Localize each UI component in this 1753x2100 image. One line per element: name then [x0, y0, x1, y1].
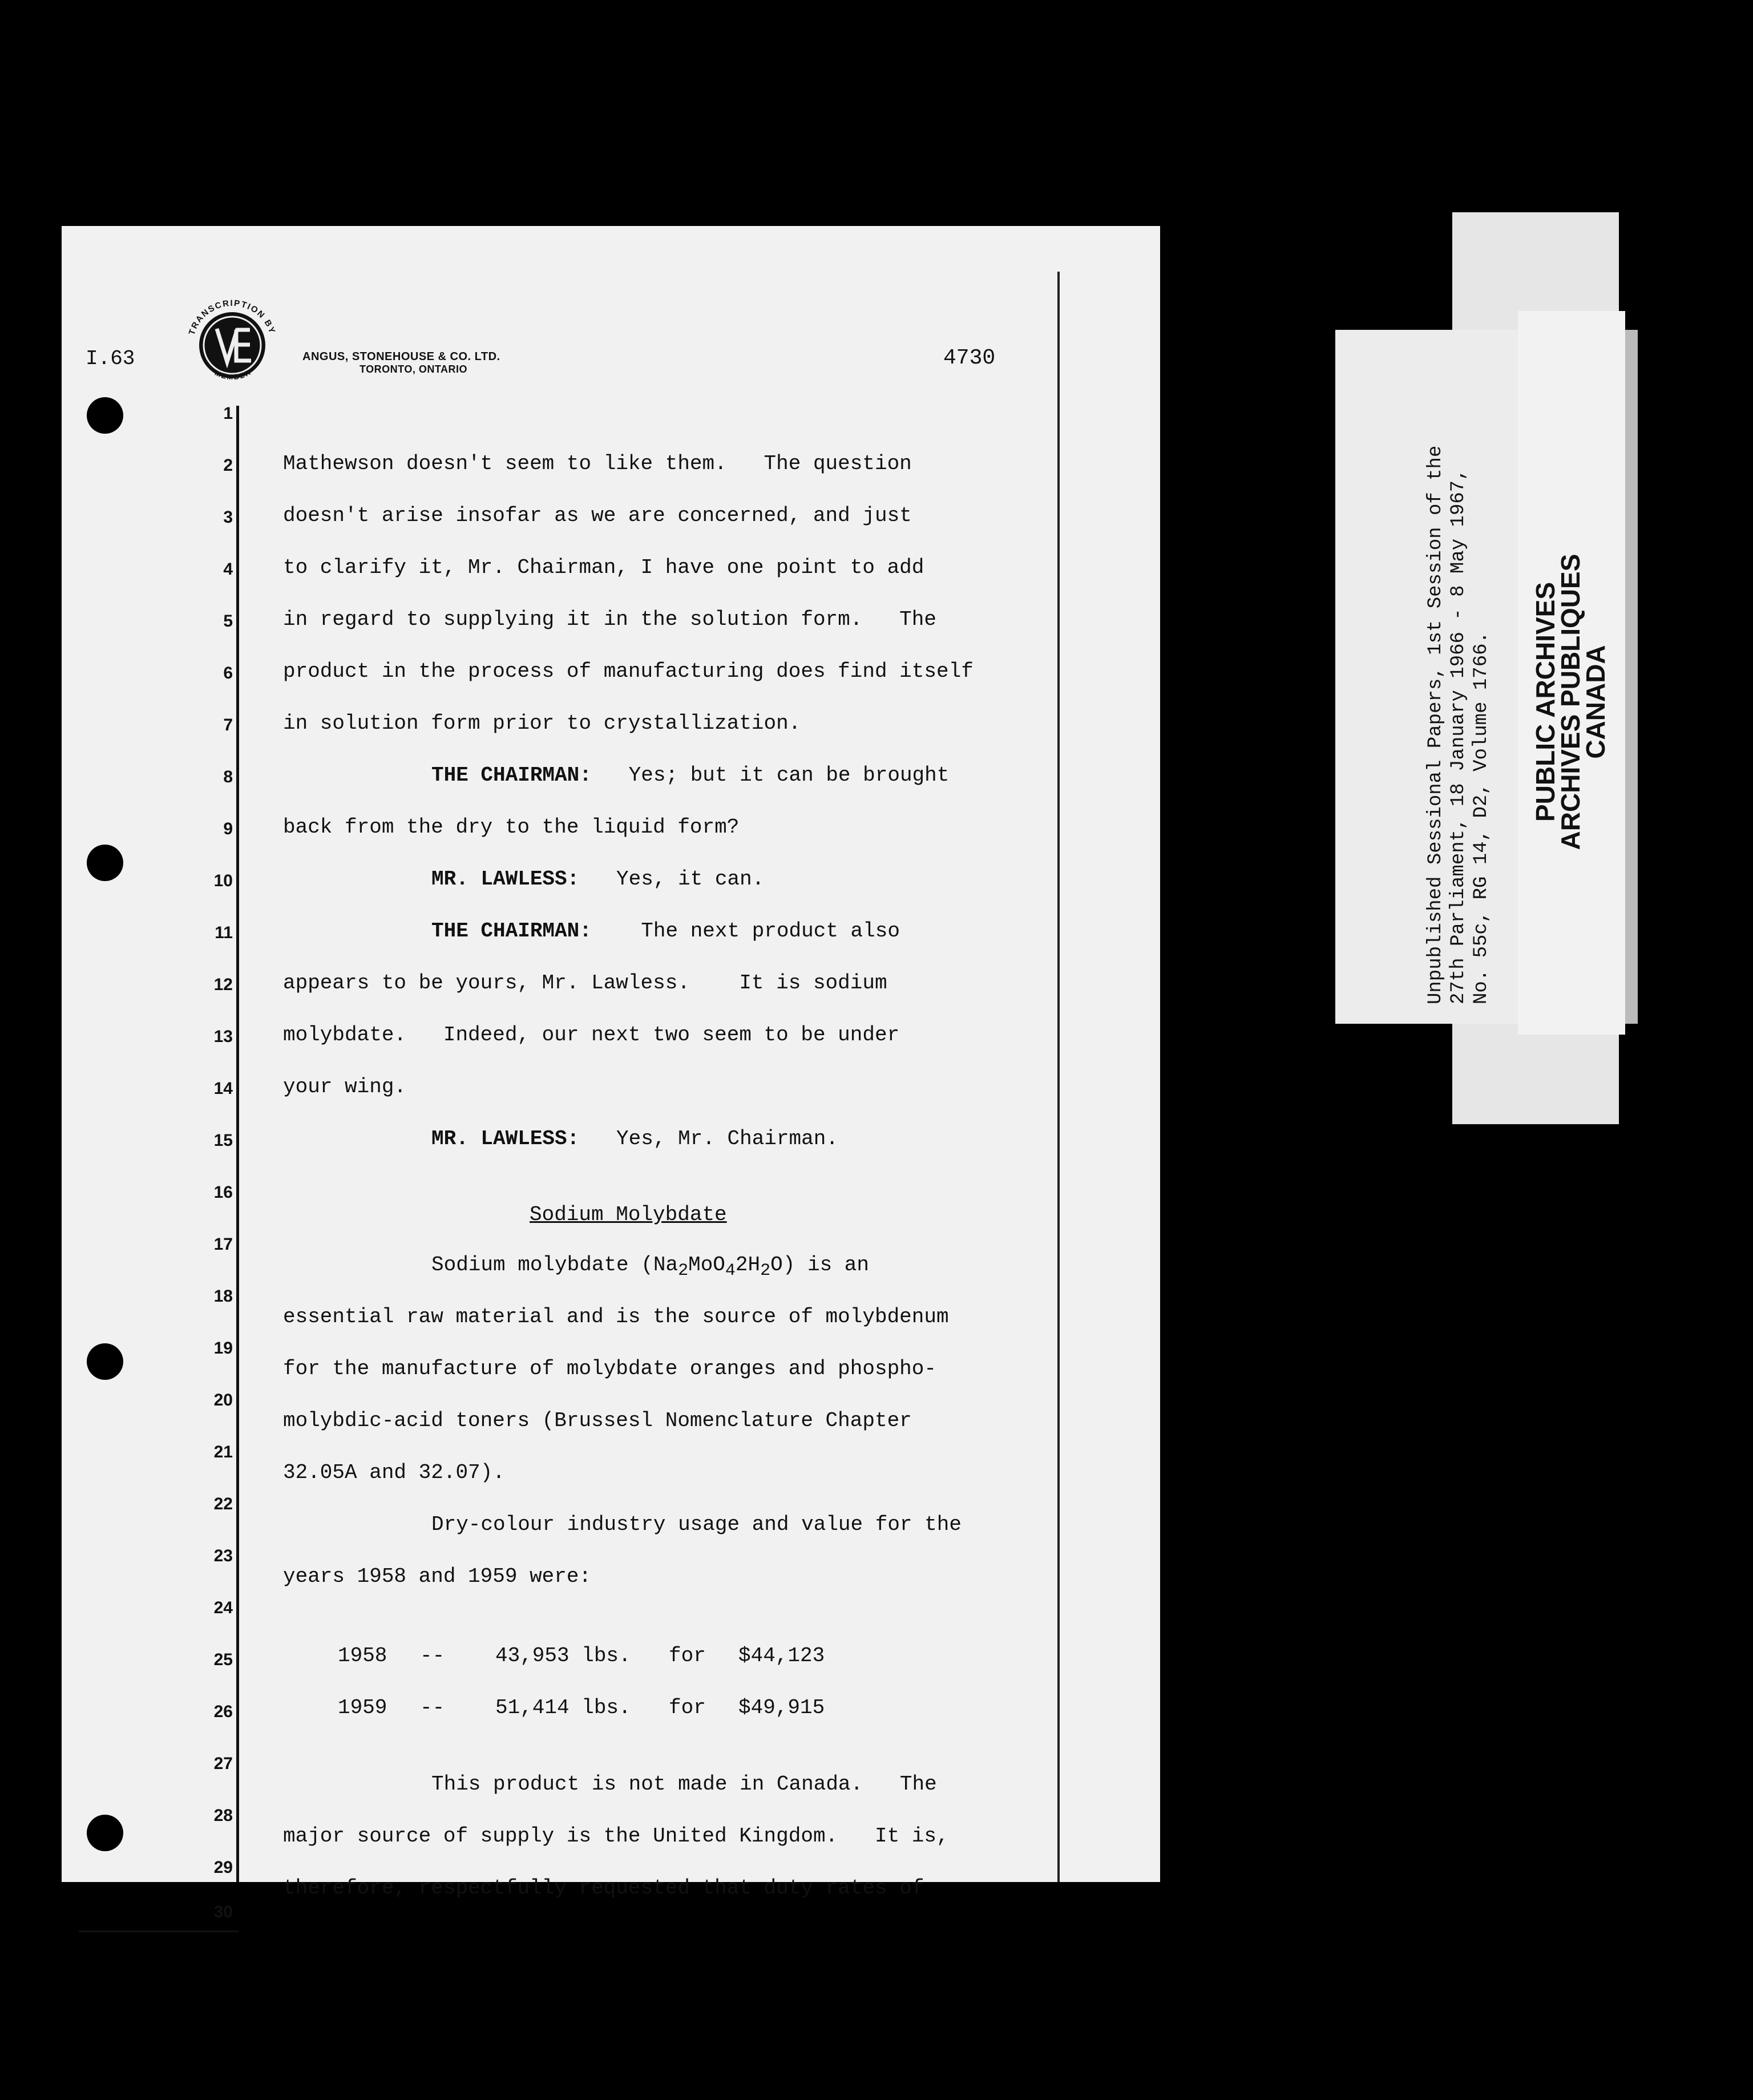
transcript-line [431, 1129, 838, 1149]
svg-text:MEMBER: MEMBER [213, 368, 253, 382]
transcript-line: back from the dry to the liquid form? [283, 815, 740, 839]
line-number: 6 [223, 664, 233, 682]
usage-dash: -- [420, 1696, 445, 1719]
line-number: 25 [213, 1650, 233, 1669]
binder-hole [87, 845, 123, 881]
line-number: 26 [213, 1702, 233, 1721]
citation-line: No. 55c, RG 14, D2, Volume 1766. [1471, 632, 1492, 1004]
company-imprint [302, 350, 500, 375]
transcript-line [431, 1255, 869, 1279]
binder-hole [87, 1343, 123, 1380]
line-number: 17 [213, 1235, 233, 1254]
line-number: 20 [213, 1391, 233, 1410]
transcript-line: molybdic-acid toners (Brussesl Nomenclature Chapter [283, 1409, 912, 1432]
line-number: 18 [213, 1287, 233, 1306]
margin-rule-left [236, 406, 239, 1882]
line-number: 7 [223, 716, 233, 734]
line-number: 15 [213, 1131, 233, 1150]
svg-text:TRANSCRIPTION BY: TRANSCRIPTION BY [187, 298, 277, 337]
transcript-line: Dry-colour industry usage and value for the [431, 1513, 962, 1536]
transcript-line: your wing. [283, 1075, 407, 1099]
usage-lbs: 43,953 lbs. [495, 1644, 631, 1667]
usage-for: for [669, 1644, 706, 1667]
transcript-line: for the manufacture of molybdate oranges and phospho- [283, 1357, 936, 1380]
speech-text: Yes, it can. [579, 867, 765, 891]
transcript-line: in solution form prior to crystallization. [283, 712, 801, 735]
line-number: 5 [223, 612, 233, 631]
folio-number: I.63 [86, 347, 135, 370]
usage-dash: -- [420, 1644, 445, 1667]
transcript-line: Mathewson doesn't seem to like them. The question [283, 452, 912, 475]
line-number: 9 [223, 819, 233, 838]
line-number: 13 [213, 1027, 233, 1046]
margin-rule-right [1057, 272, 1060, 1882]
company-name: ANGUS, STONEHOUSE & CO. LTD. [302, 350, 500, 363]
transcript-line: 32.05A and 32.07). [283, 1461, 505, 1484]
transcript-line [431, 921, 900, 942]
transcript-line: doesn't arise insofar as we are concerned, and just [283, 504, 912, 527]
archive-citation [1424, 446, 1493, 1004]
usage-value: $44,123 [738, 1644, 825, 1667]
formula-subscript: 2 [678, 1261, 689, 1281]
usage-lbs: 51,414 lbs. [495, 1696, 631, 1719]
archives-stamp-line: ARCHIVES PUBLIQUES [1556, 554, 1585, 850]
line-number: 12 [213, 975, 233, 994]
page-number: 4730 [943, 346, 996, 370]
speaker-label: THE CHAIRMAN: [431, 764, 592, 787]
line-number: 1 [223, 404, 233, 423]
speech-text: Yes, Mr. Chairman. [579, 1127, 838, 1150]
line-number: 21 [213, 1443, 233, 1461]
company-city: TORONTO, ONTARIO [360, 364, 468, 375]
formula-subscript: 4 [725, 1261, 736, 1281]
line-number: 23 [213, 1546, 233, 1565]
line-number: 16 [213, 1183, 233, 1202]
bottom-rule [79, 1931, 239, 1932]
formula-text: Sodium molybdate (Na [431, 1253, 678, 1277]
formula-text: MoO [688, 1253, 725, 1277]
line-number: 2 [223, 456, 233, 475]
line-number: 19 [213, 1339, 233, 1358]
usage-for: for [669, 1696, 706, 1719]
transcript-line [431, 869, 764, 890]
transcript-line: essential raw material and is the source of molybdenum [283, 1305, 949, 1328]
transcript-line: therefore, respectfully requested that duty rates of [283, 1876, 924, 1900]
transcript-line: years 1958 and 1959 were: [283, 1565, 592, 1588]
usage-value: $49,915 [738, 1696, 825, 1719]
transcript-line: major source of supply is the United Kingdom. It is, [283, 1824, 949, 1848]
speech-text: Yes; but it can be brought [591, 764, 950, 787]
line-number: 28 [213, 1806, 233, 1825]
transcript-line: in regard to supplying it in the solution form. The [283, 608, 936, 631]
transcript-page [62, 226, 1160, 1921]
transcription-member-logo [181, 294, 283, 396]
line-number: 11 [215, 923, 233, 942]
label-edge [1625, 330, 1638, 1024]
line-number: 14 [213, 1079, 233, 1098]
speaker-label: MR. LAWLESS: [431, 1127, 580, 1150]
line-number: 10 [213, 871, 233, 890]
speech-text: The next product also [591, 919, 900, 943]
transcript-line: molybdate. Indeed, our next two seem to be under [283, 1023, 900, 1047]
usage-year: 1958 [338, 1644, 387, 1667]
transcript-line: This product is not made in Canada. The [431, 1772, 937, 1796]
citation-line: Unpublished Sessional Papers, 1st Session of the [1425, 445, 1447, 1004]
line-number: 22 [213, 1495, 233, 1513]
line-number: 29 [213, 1858, 233, 1877]
binder-hole [87, 397, 123, 434]
transcript-line: appears to be yours, Mr. Lawless. It is sodium [283, 971, 887, 995]
archives-stamp-line: CANADA [1581, 645, 1610, 759]
line-number: 4 [223, 560, 233, 579]
archives-stamp [1530, 531, 1610, 873]
transcript-line: product in the process of manufacturing does find itself [283, 660, 974, 683]
line-number: 8 [223, 768, 233, 786]
line-number: 30 [213, 1903, 233, 1921]
transcript-line: to clarify it, Mr. Chairman, I have one point to add [283, 556, 924, 579]
formula-subscript: 2 [760, 1261, 771, 1281]
speaker-label: THE CHAIRMAN: [431, 919, 592, 943]
line-number: 24 [213, 1598, 233, 1617]
formula-text: O) is an [770, 1253, 869, 1277]
speaker-label: MR. LAWLESS: [431, 867, 580, 891]
formula-text: 2H [735, 1253, 761, 1277]
section-heading: Sodium Molybdate [530, 1203, 727, 1226]
binder-hole [87, 1815, 123, 1851]
line-number: 3 [223, 508, 233, 527]
citation-line: 27th Parliament, 18 January 1966 - 8 May 1967, [1448, 469, 1469, 1004]
archives-stamp-line: PUBLIC ARCHIVES [1530, 582, 1560, 822]
transcript-line [431, 765, 949, 786]
line-number: 27 [213, 1754, 233, 1773]
usage-year: 1959 [338, 1696, 387, 1719]
